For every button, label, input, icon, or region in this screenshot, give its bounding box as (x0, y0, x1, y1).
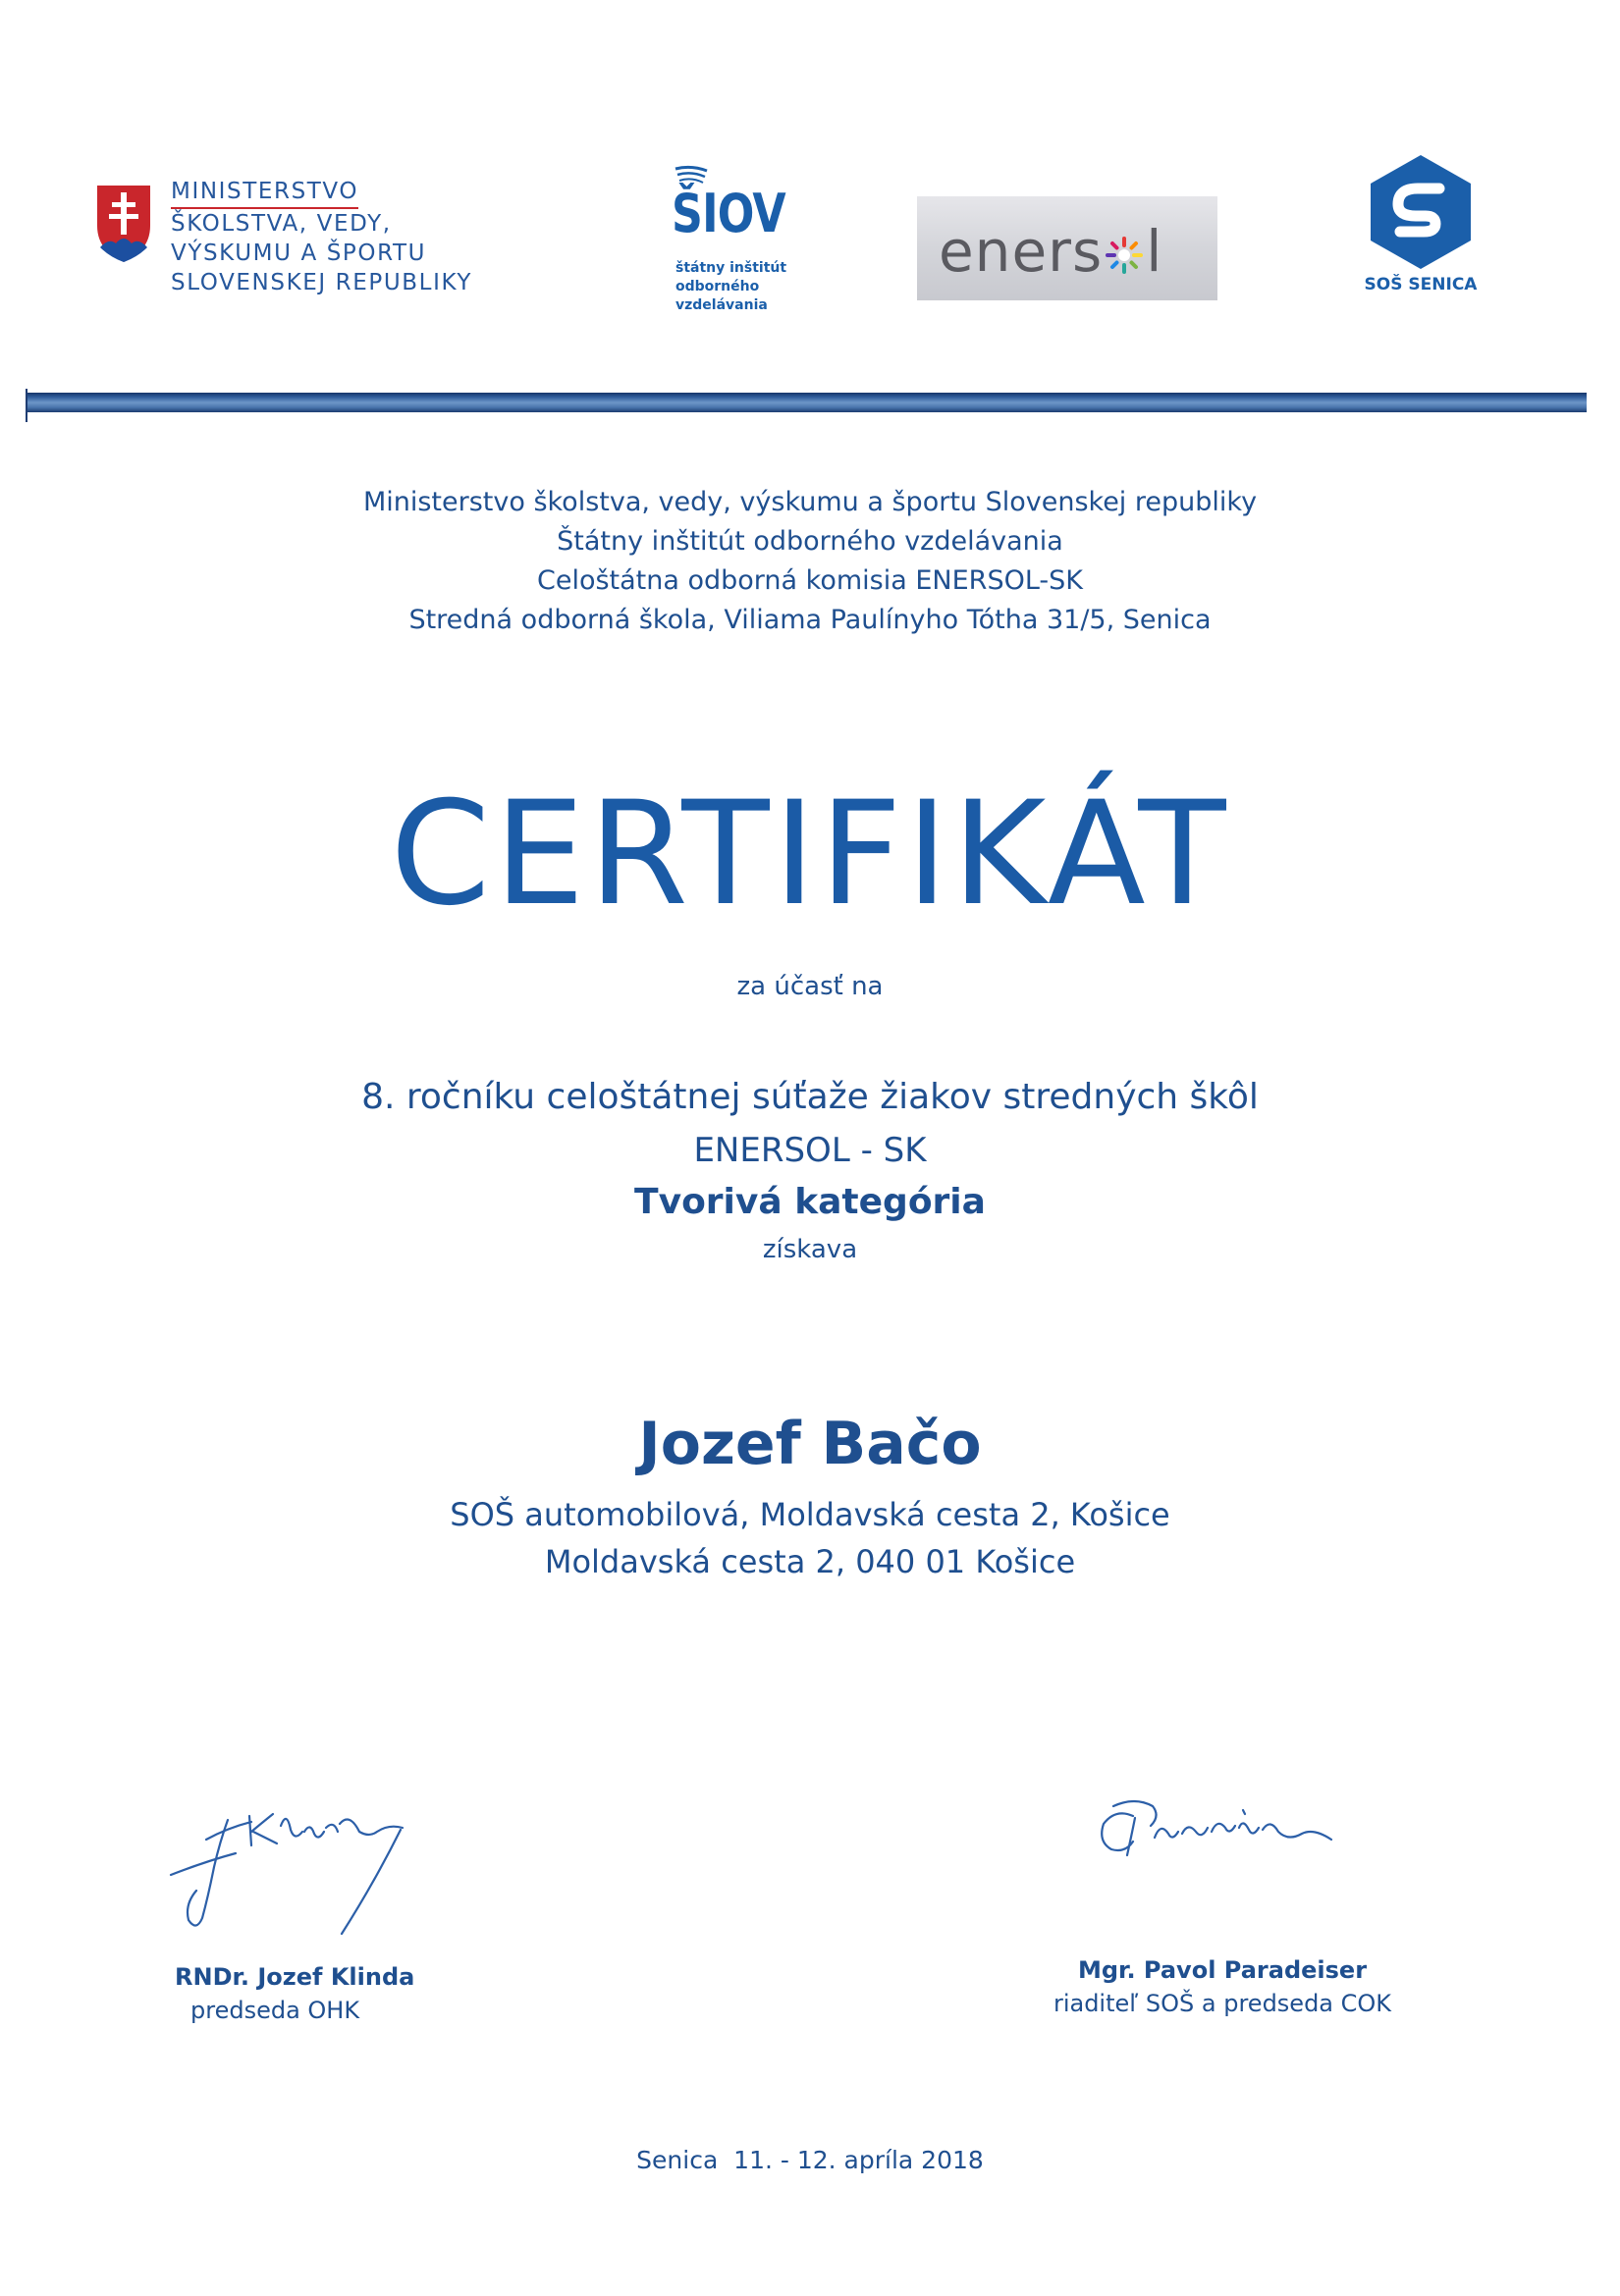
enersol-wordmark (939, 218, 1162, 285)
signer-left (175, 1963, 414, 2024)
ministry-logo-line: VÝSKUMU A ŠPORTU (171, 240, 427, 266)
issuers-block (0, 483, 1620, 640)
obtains-label: získava (762, 1235, 858, 1264)
recipient-name: Jozef Bačo (638, 1410, 982, 1478)
contest-name: ENERSOL - SK (693, 1131, 927, 1170)
ministry-logo-line: ŠKOLSTVA, VEDY, (171, 211, 392, 237)
enersol-logo (917, 196, 1217, 300)
header-divider (26, 389, 1587, 422)
issuer-line: Štátny inštitút odborného vzdelávania (557, 526, 1063, 557)
issuer-line: Ministerstvo školstva, vedy, výskumu a športu Slovenskej republiky (362, 487, 1258, 517)
sos-senica-logo (1353, 153, 1490, 310)
ministry-logo-text (171, 177, 472, 297)
contest-category: Tvorivá kategória (634, 1182, 986, 1222)
siov-subtitle-line: štátny inštitút (675, 260, 787, 276)
slovak-coat-of-arms-icon (94, 183, 153, 265)
ministry-logo-line: SLOVENSKEJ REPUBLIKY (171, 270, 472, 295)
siov-wordmark: ŠIOV (672, 183, 785, 244)
signer-right (1051, 1956, 1394, 2017)
enersol-wordmark-left: eners (939, 218, 1104, 285)
event-date: Senica 11. - 12. apríla 2018 (636, 2146, 984, 2174)
signer-left-name: RNDr. Jozef Klinda (175, 1963, 415, 1991)
ministry-logo (94, 177, 516, 314)
ministry-logo-line: MINISTERSTVO (171, 177, 358, 209)
participation-intro: za účasť na (736, 972, 884, 1001)
signature-right (1096, 1789, 1351, 1877)
sos-senica-label: SOŠ SENICA (1364, 275, 1478, 294)
signer-left-role: predseda OHK (190, 1997, 360, 2024)
siov-logo (664, 165, 821, 332)
issuer-line: Celoštátna odborná komisia ENERSOL-SK (536, 565, 1083, 596)
siov-subtitle-line: vzdelávania (675, 297, 768, 313)
certificate-title: CERTIFIKÁT (390, 771, 1230, 937)
enersol-wordmark-right: l (1146, 218, 1163, 285)
recipient-school: SOŠ automobilová, Moldavská cesta 2, Košice (450, 1496, 1170, 1533)
rainbow-sun-icon (1105, 236, 1144, 275)
signer-right-role: riaditeľ SOŠ a predseda COK (1053, 1990, 1392, 2017)
hexagon-s-icon (1367, 153, 1475, 271)
siov-subtitle (675, 259, 786, 315)
issuer-line: Stredná odborná škola, Viliama Paulínyho Tótha 31/5, Senica (408, 605, 1212, 635)
signer-right-name: Mgr. Pavol Paradeiser (1077, 1956, 1368, 1984)
siov-subtitle-line: odborného (675, 279, 760, 294)
divider-band (27, 393, 1587, 412)
contest-description: 8. ročníku celoštátnej súťaže žiakov stredných škôl (361, 1077, 1259, 1117)
signature-left (167, 1802, 422, 1940)
recipient-address: Moldavská cesta 2, 040 01 Košice (544, 1543, 1076, 1580)
